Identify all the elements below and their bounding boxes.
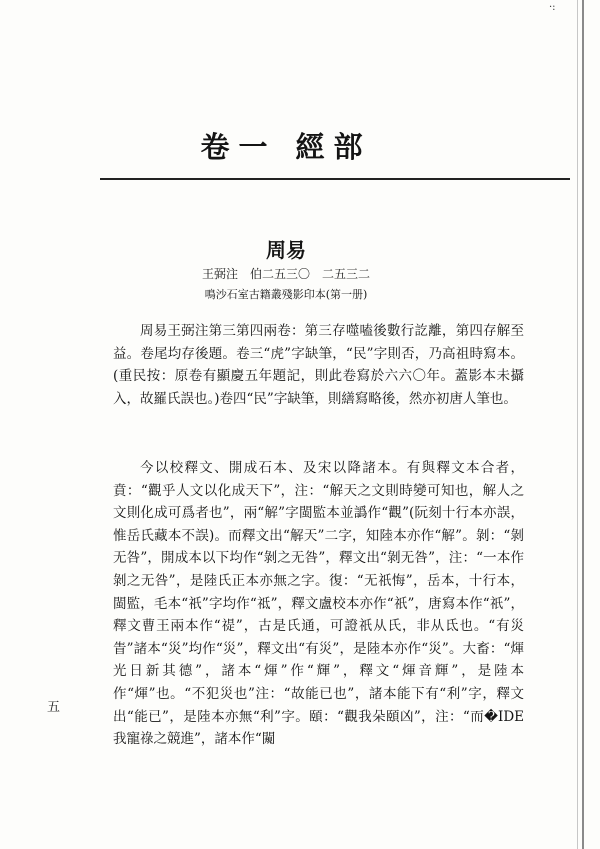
body-paragraph-2: 今以校釋文、開成石本、及宋以降諸本。有與釋文本合者，賁：“觀乎人文以化成天下”，注：“解天之文則時變可知也，解人之文則化成可爲者也”，兩“解”字閩監本並譌作“觀”(阮刻十行本亦誤，惟岳氏藏本不誤)。而釋文出“解天”二字，知陸本亦作“解”。剝：“剝无咎”，開成本以下均作“剝之无咎”，釋文出“剝无咎”，注：“一本作剝之无咎”，是陸氏正本亦無之字。復：“无祇悔”，岳本，十行本，閩監，毛本“祇”字均作“祗”，釋文盧校本亦作“祇”，唐寫本作“祇”，釋文曹王兩本作“禔”，古是氏通，可證祇从氏，非从氐也。“有災眚”諸本“災”均作“災”，釋文出“有災”，是陸本亦作“災”。大畜：“煇光日新其德”，諸本“煇”作“輝”，釋文“煇音輝”，是陸本作“煇”也。“不犯災也”注：“故能已也”，諸本能下有“利”字，釋文出“能已”，是陸本亦無“利”字。頤：“觀我朵頤凶”，注：“而�IDE我寵祿之競進”，諸本作“闚 [113,460,524,748]
chapter-title: 卷一 經部 [200,130,372,164]
body-paragraph-1: 周易王弼注第三第四兩卷：第三存噬嗑後數行訖離，第四存解至益。卷尾均存後題。卷三“虎”字缺筆，“民”字則否，乃高祖時寫本。(重民按：原卷有顯慶五年題記，則此卷寫於六六〇年。蓋影本未攝入，故羅氏誤也。)卷四“民”字缺筆，則繕寫略後，然亦初唐人筆也。 [113,323,524,407]
page-edge-line [582,0,584,849]
chapter-divider [100,178,570,180]
corner-mark: ·: [549,2,556,13]
page-edge-line-inner [577,0,578,849]
section-source: 鳴沙石室古籍叢殘影印本(第一册) [204,288,368,301]
section-meta: 王弼注 伯二五三〇 二五三二 [201,267,370,281]
section-title: 周易 [266,238,306,262]
page-number: 五 [47,700,61,715]
